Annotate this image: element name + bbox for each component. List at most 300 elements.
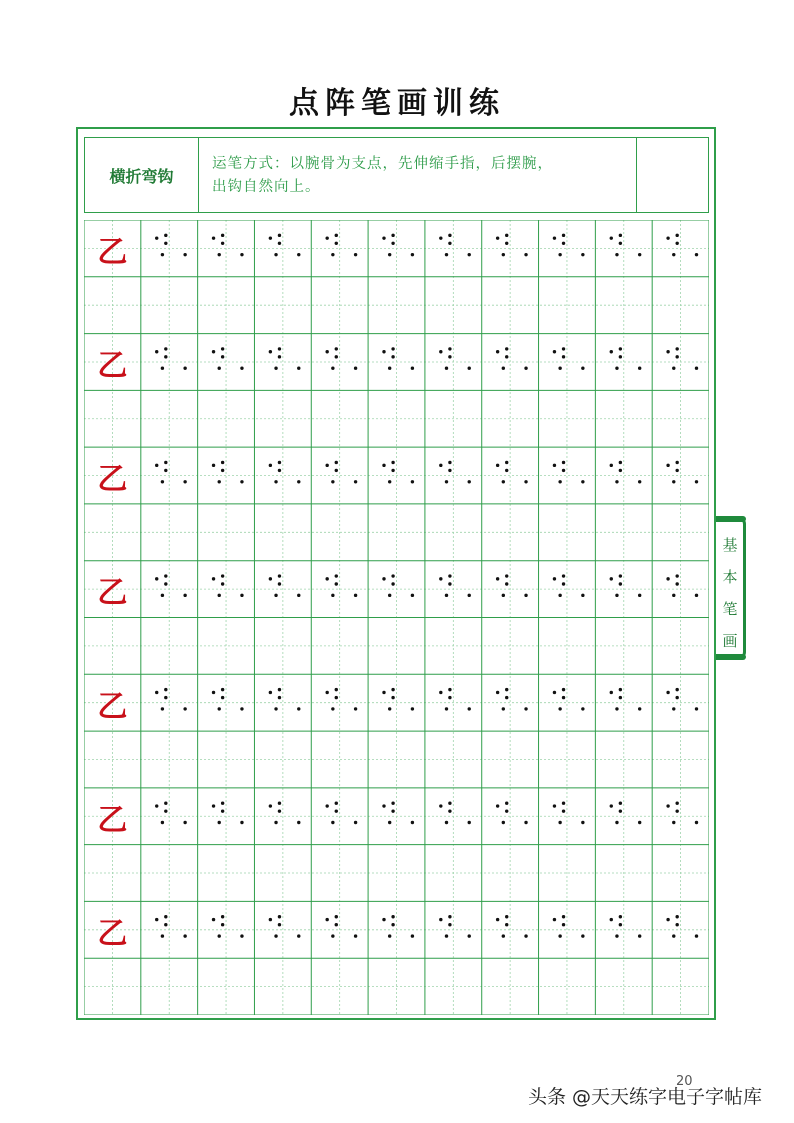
trace-dot (269, 464, 272, 467)
trace-dot (619, 574, 622, 577)
trace-dot (240, 480, 243, 483)
trace-dot (354, 367, 357, 370)
trace-dot (468, 367, 471, 370)
trace-dot (164, 469, 167, 472)
trace-dot (161, 253, 164, 256)
trace-dot (562, 355, 565, 358)
trace-dot (638, 594, 641, 597)
trace-dot (278, 688, 281, 691)
trace-dot (354, 707, 357, 710)
trace-dot (558, 707, 561, 710)
trace-dot (278, 461, 281, 464)
trace-dot (505, 696, 508, 699)
trace-dot (325, 577, 328, 580)
stroke-method-line-2: 出钩自然向上。 (212, 179, 321, 195)
trace-dot (325, 236, 328, 239)
trace-dot (666, 350, 669, 353)
trace-dot (240, 594, 243, 597)
trace-dot (183, 367, 186, 370)
trace-dot (183, 821, 186, 824)
trace-dot (468, 821, 471, 824)
practice-grid (84, 220, 709, 1015)
trace-dot (562, 347, 565, 350)
trace-dot (581, 367, 584, 370)
trace-dot (468, 480, 471, 483)
trace-dot (672, 253, 675, 256)
trace-dot (496, 464, 499, 467)
trace-dot (562, 696, 565, 699)
trace-dot (502, 707, 505, 710)
trace-dot (218, 367, 221, 370)
trace-dot (411, 367, 414, 370)
trace-dot (391, 234, 394, 237)
trace-dot (183, 253, 186, 256)
trace-dot (553, 804, 556, 807)
trace-dot (562, 688, 565, 691)
trace-dot (164, 461, 167, 464)
trace-dot (325, 350, 328, 353)
trace-dot (524, 480, 527, 483)
trace-dot (354, 594, 357, 597)
trace-dot (212, 236, 215, 239)
trace-dot (666, 577, 669, 580)
trace-dot (502, 253, 505, 256)
trace-dot (505, 915, 508, 918)
trace-dot (331, 707, 334, 710)
trace-dot (274, 367, 277, 370)
trace-dot (562, 574, 565, 577)
trace-dot (448, 242, 451, 245)
trace-dot (448, 915, 451, 918)
trace-dot (562, 923, 565, 926)
trace-dot (183, 594, 186, 597)
trace-dot (155, 236, 158, 239)
trace-dot (615, 934, 618, 937)
trace-dot (278, 574, 281, 577)
trace-dot (161, 480, 164, 483)
trace-dot (382, 464, 385, 467)
stroke-method (212, 153, 642, 199)
trace-dot (274, 707, 277, 710)
trace-dot (240, 707, 243, 710)
stroke-method-line-1: 运笔方式：以腕骨为支点，先伸缩手指，后摆腕， (212, 156, 553, 172)
trace-dot (331, 594, 334, 597)
trace-dot (297, 367, 300, 370)
trace-dot (672, 707, 675, 710)
trace-dot (562, 242, 565, 245)
trace-dot (155, 577, 158, 580)
model-character: 乙 (97, 916, 128, 952)
section-tab-label (718, 529, 742, 657)
trace-dot (439, 350, 442, 353)
trace-dot (562, 801, 565, 804)
trace-dot (505, 688, 508, 691)
trace-dot (391, 574, 394, 577)
trace-dot (164, 242, 167, 245)
trace-dot (354, 821, 357, 824)
trace-dot (382, 350, 385, 353)
trace-dot (675, 688, 678, 691)
trace-dot (382, 804, 385, 807)
trace-dot (619, 582, 622, 585)
trace-dot (164, 801, 167, 804)
trace-dot (221, 582, 224, 585)
trace-dot (331, 480, 334, 483)
trace-dot (524, 707, 527, 710)
trace-dot (391, 582, 394, 585)
trace-dot (240, 934, 243, 937)
trace-dot (164, 574, 167, 577)
trace-dot (278, 469, 281, 472)
trace-dot (619, 688, 622, 691)
section-tab-char: 笔 (722, 600, 738, 618)
trace-dot (218, 480, 221, 483)
trace-dot (675, 461, 678, 464)
trace-dot (610, 918, 613, 921)
trace-dot (218, 934, 221, 937)
trace-dot (240, 367, 243, 370)
trace-dot (164, 582, 167, 585)
trace-dot (335, 582, 338, 585)
trace-dot (445, 934, 448, 937)
header-divider (636, 138, 637, 212)
trace-dot (221, 461, 224, 464)
trace-dot (619, 469, 622, 472)
trace-dot (212, 464, 215, 467)
trace-dot (581, 594, 584, 597)
trace-dot (382, 918, 385, 921)
trace-dot (615, 821, 618, 824)
trace-dot (269, 350, 272, 353)
trace-dot (388, 821, 391, 824)
trace-dot (695, 367, 698, 370)
trace-dot (448, 582, 451, 585)
trace-dot (274, 480, 277, 483)
trace-dot (581, 253, 584, 256)
trace-dot (388, 480, 391, 483)
trace-dot (161, 367, 164, 370)
trace-dot (638, 707, 641, 710)
trace-dot (212, 350, 215, 353)
trace-dot (445, 253, 448, 256)
trace-dot (615, 367, 618, 370)
trace-dot (675, 696, 678, 699)
trace-dot (335, 574, 338, 577)
trace-dot (619, 809, 622, 812)
trace-dot (164, 809, 167, 812)
trace-dot (502, 367, 505, 370)
trace-dot (274, 821, 277, 824)
trace-dot (502, 821, 505, 824)
model-character: 乙 (97, 235, 128, 271)
trace-dot (391, 469, 394, 472)
trace-dot (382, 691, 385, 694)
trace-dot (221, 355, 224, 358)
trace-dot (562, 461, 565, 464)
trace-dot (278, 582, 281, 585)
section-tab-char: 基 (722, 536, 738, 554)
trace-dot (558, 367, 561, 370)
trace-dot (388, 707, 391, 710)
trace-dot (221, 688, 224, 691)
trace-dot (448, 355, 451, 358)
trace-dot (695, 253, 698, 256)
trace-dot (553, 691, 556, 694)
trace-dot (610, 236, 613, 239)
trace-dot (558, 480, 561, 483)
trace-dot (505, 469, 508, 472)
section-tab-char: 本 (722, 568, 738, 586)
trace-dot (325, 691, 328, 694)
trace-dot (610, 577, 613, 580)
trace-dot (553, 236, 556, 239)
trace-dot (325, 804, 328, 807)
trace-dot (502, 480, 505, 483)
trace-dot (164, 915, 167, 918)
trace-dot (391, 915, 394, 918)
trace-dot (221, 347, 224, 350)
trace-dot (619, 915, 622, 918)
trace-dot (297, 707, 300, 710)
trace-dot (675, 582, 678, 585)
trace-dot (468, 934, 471, 937)
trace-dot (221, 696, 224, 699)
trace-dot (218, 707, 221, 710)
trace-dot (278, 347, 281, 350)
header-divider (198, 138, 199, 212)
trace-dot (297, 253, 300, 256)
trace-dot (161, 934, 164, 937)
trace-dot (524, 253, 527, 256)
trace-dot (391, 696, 394, 699)
trace-dot (638, 821, 641, 824)
trace-dot (672, 480, 675, 483)
trace-dot (610, 804, 613, 807)
trace-dot (331, 934, 334, 937)
trace-dot (278, 801, 281, 804)
trace-dot (496, 577, 499, 580)
trace-dot (675, 469, 678, 472)
trace-dot (164, 234, 167, 237)
trace-dot (615, 707, 618, 710)
trace-dot (325, 918, 328, 921)
trace-dot (468, 253, 471, 256)
trace-dot (164, 355, 167, 358)
model-character: 乙 (97, 575, 128, 611)
trace-dot (183, 707, 186, 710)
trace-dot (218, 821, 221, 824)
trace-dot (439, 577, 442, 580)
trace-dot (524, 821, 527, 824)
trace-dot (218, 253, 221, 256)
trace-dot (562, 582, 565, 585)
trace-dot (558, 253, 561, 256)
trace-dot (335, 801, 338, 804)
trace-dot (695, 594, 698, 597)
trace-dot (183, 934, 186, 937)
trace-dot (155, 918, 158, 921)
trace-dot (672, 934, 675, 937)
trace-dot (675, 915, 678, 918)
trace-dot (221, 801, 224, 804)
trace-dot (675, 355, 678, 358)
trace-dot (274, 934, 277, 937)
trace-dot (448, 469, 451, 472)
trace-dot (240, 253, 243, 256)
trace-dot (155, 464, 158, 467)
trace-dot (212, 918, 215, 921)
trace-dot (439, 464, 442, 467)
trace-dot (439, 804, 442, 807)
trace-dot (505, 234, 508, 237)
trace-dot (445, 707, 448, 710)
trace-dot (448, 923, 451, 926)
trace-dot (619, 461, 622, 464)
trace-dot (335, 461, 338, 464)
trace-dot (335, 696, 338, 699)
trace-dot (505, 574, 508, 577)
trace-dot (335, 915, 338, 918)
trace-dot (553, 464, 556, 467)
trace-dot (505, 809, 508, 812)
trace-dot (155, 691, 158, 694)
trace-dot (335, 355, 338, 358)
trace-dot (155, 350, 158, 353)
trace-dot (581, 707, 584, 710)
trace-dot (448, 801, 451, 804)
trace-dot (335, 469, 338, 472)
trace-dot (212, 804, 215, 807)
trace-dot (391, 809, 394, 812)
trace-dot (675, 809, 678, 812)
trace-dot (297, 934, 300, 937)
trace-dot (562, 915, 565, 918)
trace-dot (666, 918, 669, 921)
trace-dot (354, 253, 357, 256)
trace-dot (354, 480, 357, 483)
trace-dot (388, 594, 391, 597)
trace-dot (445, 594, 448, 597)
trace-dot (388, 367, 391, 370)
trace-dot (411, 594, 414, 597)
model-character: 乙 (97, 802, 128, 838)
trace-dot (562, 809, 565, 812)
trace-dot (411, 480, 414, 483)
trace-dot (505, 461, 508, 464)
trace-dot (388, 934, 391, 937)
trace-dot (505, 347, 508, 350)
trace-dot (496, 236, 499, 239)
trace-dot (562, 469, 565, 472)
trace-dot (445, 480, 448, 483)
trace-dot (411, 253, 414, 256)
trace-dot (448, 688, 451, 691)
trace-dot (411, 934, 414, 937)
trace-dot (183, 480, 186, 483)
trace-dot (274, 253, 277, 256)
trace-dot (524, 934, 527, 937)
trace-dot (164, 696, 167, 699)
trace-dot (448, 696, 451, 699)
trace-dot (610, 350, 613, 353)
instruction-header (84, 137, 709, 213)
trace-dot (619, 696, 622, 699)
trace-dot (278, 242, 281, 245)
trace-dot (445, 821, 448, 824)
trace-dot (297, 480, 300, 483)
trace-dot (269, 577, 272, 580)
trace-dot (164, 347, 167, 350)
trace-dot (619, 923, 622, 926)
trace-dot (221, 809, 224, 812)
trace-dot (675, 242, 678, 245)
trace-dot (496, 918, 499, 921)
trace-dot (675, 801, 678, 804)
trace-dot (335, 234, 338, 237)
trace-dot (240, 821, 243, 824)
trace-dot (164, 688, 167, 691)
trace-dot (672, 367, 675, 370)
page-title: 点阵笔画训练 (289, 86, 505, 121)
trace-dot (354, 934, 357, 937)
trace-dot (335, 688, 338, 691)
trace-dot (496, 691, 499, 694)
trace-dot (221, 915, 224, 918)
trace-dot (278, 696, 281, 699)
trace-dot (221, 574, 224, 577)
trace-dot (666, 804, 669, 807)
trace-dot (391, 347, 394, 350)
trace-dot (505, 923, 508, 926)
model-character: 乙 (97, 689, 128, 725)
trace-dot (269, 691, 272, 694)
watermark: 头条 @天天练字电子字帖库 (528, 1086, 763, 1108)
trace-dot (445, 367, 448, 370)
trace-dot (382, 236, 385, 239)
trace-dot (269, 236, 272, 239)
trace-dot (505, 582, 508, 585)
trace-dot (619, 347, 622, 350)
trace-dot (297, 594, 300, 597)
trace-dot (391, 801, 394, 804)
trace-dot (672, 594, 675, 597)
trace-dot (335, 347, 338, 350)
trace-dot (695, 480, 698, 483)
trace-dot (331, 367, 334, 370)
trace-dot (553, 918, 556, 921)
trace-dot (502, 934, 505, 937)
trace-dot (335, 923, 338, 926)
trace-dot (335, 242, 338, 245)
trace-dot (615, 480, 618, 483)
trace-dot (278, 923, 281, 926)
trace-dot (615, 253, 618, 256)
page-number: 20 (676, 1074, 693, 1089)
trace-dot (553, 577, 556, 580)
trace-dot (161, 821, 164, 824)
trace-dot (448, 461, 451, 464)
trace-dot (468, 594, 471, 597)
trace-dot (212, 691, 215, 694)
trace-dot (164, 923, 167, 926)
trace-dot (695, 707, 698, 710)
trace-dot (297, 821, 300, 824)
section-tab (718, 516, 746, 660)
trace-dot (335, 809, 338, 812)
trace-dot (562, 234, 565, 237)
trace-dot (619, 234, 622, 237)
trace-dot (218, 594, 221, 597)
